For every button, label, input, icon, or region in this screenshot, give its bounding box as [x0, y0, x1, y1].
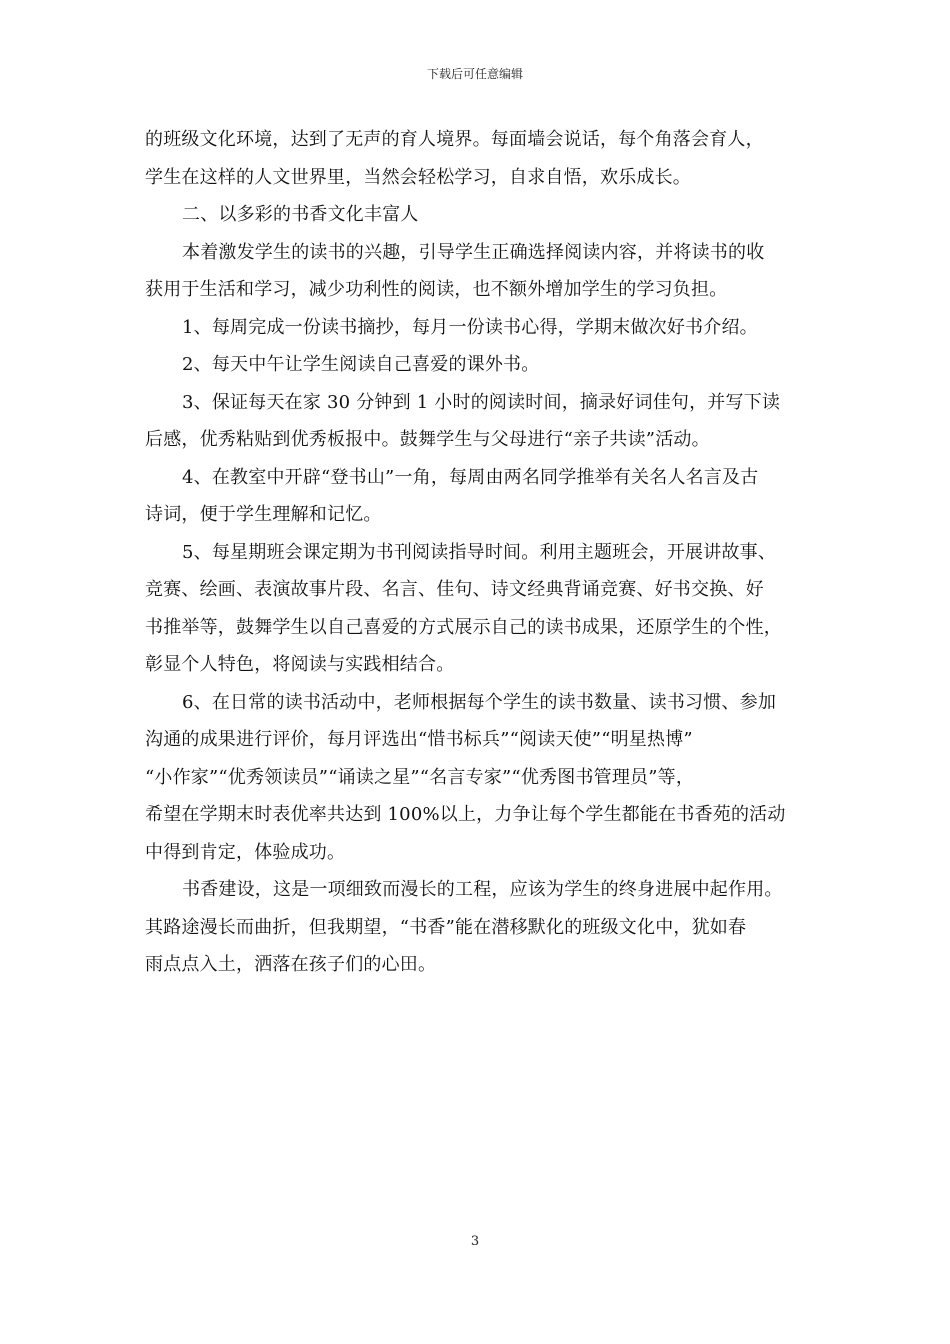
text-line: 书推举等，鼓舞学生以自己喜爱的方式展示自己的读书成果，还原学生的个性，	[145, 616, 782, 638]
text-line: 彰显个人特色，将阅读与实践相结合。	[145, 654, 455, 675]
list-item: 6、在日常的读书活动中，老师根据每个学生的读书数量、读书习惯、参加	[182, 691, 777, 713]
page-number: 3	[470, 1234, 480, 1249]
text-line: 雨点点入土，洒落在孩子们的心田。	[145, 954, 437, 975]
text-line: 获用于生活和学习，减少功利性的阅读，也不额外增加学生的学习负担。	[145, 279, 728, 300]
text-line: 其路途漫长而曲折，但我期望，“书香”能在潜移默化的班级文化中，犹如春	[145, 916, 747, 938]
text-line: 诗词，便于学生理解和记忆。	[145, 504, 382, 525]
text-line: 希望在学期末时表优率共达到 100%以上，力争让每个学生都能在书香苑的活动	[145, 804, 786, 825]
document-body	[145, 121, 809, 984]
text-line: 后感，优秀粘贴到优秀板报中。鼓舞学生与父母进行“亲子共读”活动。	[145, 429, 710, 450]
text-line: 学生在这样的人文世界里，当然会轻松学习，自求自悟，欢乐成长。	[145, 166, 691, 188]
text-line: 竞赛、绘画、表演故事片段、名言、佳句、诗文经典背诵竞赛、好书交换、好	[145, 579, 764, 600]
page-header: 下载后可任意编辑	[426, 67, 523, 81]
text-line: 沟通的成果进行评价，每月评选出“惜书标兵”“阅读天使”“明星热博”	[145, 729, 693, 750]
text-line: “小作家”“优秀领读员”“诵读之星”“名言专家”“优秀图书管理员”等，	[145, 766, 695, 788]
list-item: 3、保证每天在家 30 分钟到 1 小时的阅读时间，摘录好词佳句，并写下读	[182, 391, 781, 413]
text-line: 书香建设，这是一项细致而漫长的工程，应该为学生的终身进展中起作用。	[182, 879, 783, 900]
text-line: 本着激发学生的读书的兴趣，引导学生正确选择阅读内容，并将读书的收	[182, 241, 765, 263]
list-item: 5、每星期班会课定期为书刊阅读指导时间。利用主题班会，开展讲故事、	[182, 541, 777, 563]
list-item: 2、每天中午让学生阅读自己喜爱的课外书。	[182, 354, 540, 375]
list-item: 1、每周完成一份读书摘抄，每月一份读书心得，学期末做次好书介绍。	[182, 316, 758, 338]
text-line: 的班级文化环境，达到了无声的育人境界。每面墙会说话，每个角落会育人，	[145, 129, 764, 150]
text-line: 中得到肯定，体验成功。	[145, 841, 346, 863]
list-item: 4、在教室中开辟“登书山”一角，每周由两名同学推举有关名人名言及古	[182, 466, 759, 488]
section-heading: 二、以多彩的书香文化丰富人	[182, 204, 419, 225]
